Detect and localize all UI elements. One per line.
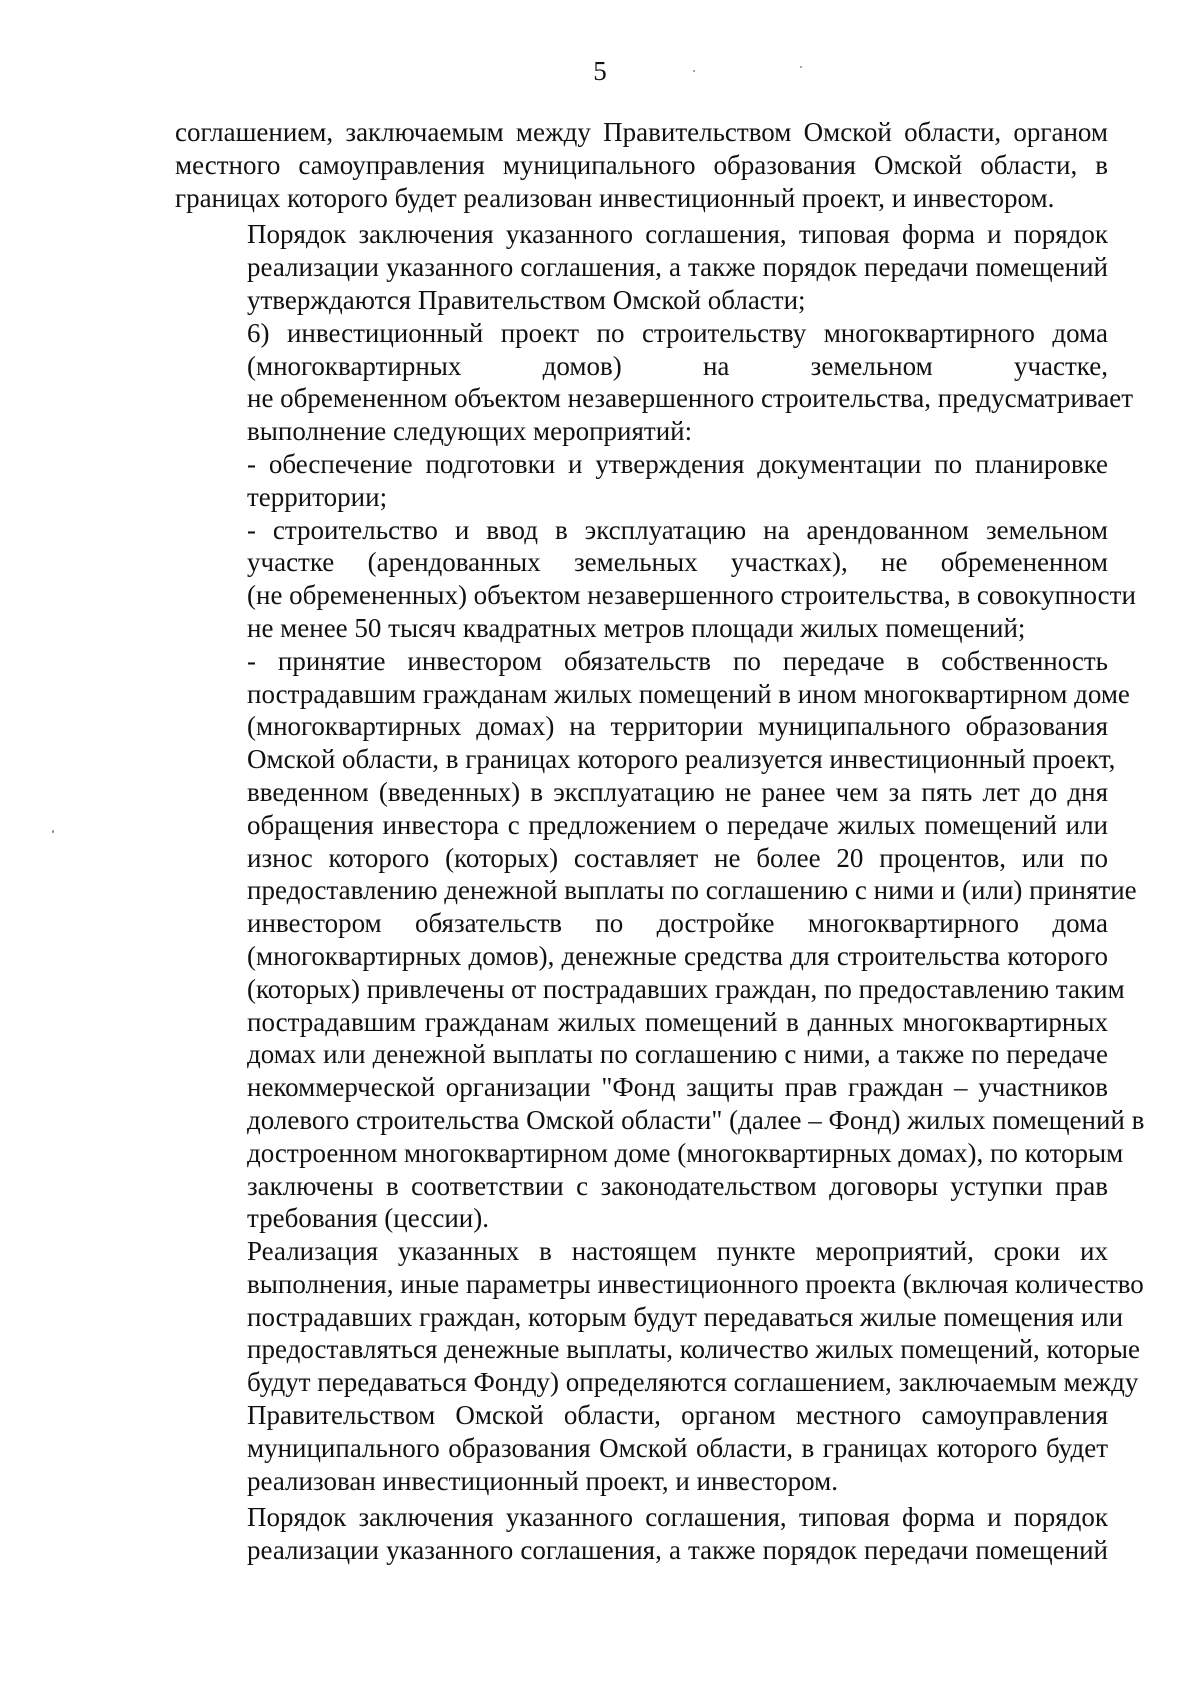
text-line: Омской области, в границах которого реализуется инвестиционный проект,: [247, 744, 1116, 775]
text-line: (которых) привлечены от пострадавших граждан, по предоставлению таким: [247, 973, 1125, 1004]
text-line: территории;: [247, 481, 388, 512]
text-line: выполнения, иные параметры инвестиционного проекта (включая количество: [247, 1268, 1144, 1299]
text-line: реализован инвестиционный проект, и инвестором.: [247, 1465, 838, 1496]
text-line: обращения инвестора с предложением о передаче жилых помещений или: [247, 809, 1108, 840]
text-line: Правительством Омской области, органом местного самоуправления: [247, 1400, 1108, 1431]
text-line: пострадавших граждан, которым будут передаваться жилые помещения или: [247, 1301, 1124, 1332]
text-line: муниципального образования Омской области, в границах которого будет: [247, 1432, 1108, 1463]
text-line: не менее 50 тысяч квадратных метров площади жилых помещений;: [247, 612, 1026, 643]
text-line: инвестором обязательств по достройке многоквартирного дома: [247, 908, 1108, 939]
text-line: износ которого (которых) составляет не более 20 процентов, или по: [247, 842, 1108, 873]
text-line: некоммерческой организации "Фонд защиты прав граждан – участников: [247, 1072, 1108, 1103]
text-line: Реализация указанных в настоящем пункте мероприятий, сроки их: [247, 1236, 1108, 1267]
paragraph-2: [175, 218, 1108, 316]
text-line: выполнение следующих мероприятий:: [247, 416, 693, 447]
text-line: - принятие инвестором обязательств по передаче в собственность: [247, 645, 1108, 676]
text-line: границах которого будет реализован инвестиционный проект, и инвестором.: [175, 182, 1055, 213]
text-line: участке (арендованных земельных участках), не обремененном: [247, 547, 1108, 578]
paragraph-3: [175, 317, 1133, 448]
text-line: будут передаваться Фонду) определяются соглашением, заключаемым между: [247, 1367, 1139, 1398]
paragraph-7: [175, 1235, 1144, 1497]
page-number: 5: [593, 56, 607, 86]
document-body: [175, 116, 1145, 1567]
text-line: 6) инвестиционный проект по строительству многоквартирного дома: [247, 317, 1108, 348]
text-line: - обеспечение подготовки и утверждения документации по планировке: [247, 448, 1108, 479]
text-line: введенном (введенных) в эксплуатацию не ранее чем за пять лет до дня: [247, 776, 1108, 807]
paragraph-5: [175, 514, 1136, 645]
text-line: местного самоуправления муниципального образования Омской области, в: [175, 149, 1108, 180]
text-line: утверждаются Правительством Омской области;: [247, 284, 806, 315]
text-line: предоставляться денежные выплаты, количество жилых помещений, которые: [247, 1334, 1141, 1365]
text-line: требования (цессии).: [247, 1203, 489, 1234]
paragraph-4: [175, 448, 1108, 514]
text-line: заключены в соответствии с законодательством договоры уступки прав: [247, 1170, 1108, 1201]
text-line: реализации указанного соглашения, а также порядок передачи помещений: [247, 1535, 1108, 1566]
scan-speck: [52, 830, 54, 833]
text-line: домах или денежной выплаты по соглашению с ними, а также по передаче: [247, 1039, 1108, 1070]
text-line: пострадавшим гражданам жилых помещений в данных многоквартирных: [247, 1006, 1108, 1037]
text-line: - строительство и ввод в эксплуатацию на арендованном земельном: [247, 514, 1108, 545]
paragraph-8: [175, 1501, 1108, 1567]
text-line: пострадавшим гражданам жилых помещений в ином многоквартирном доме: [247, 678, 1130, 709]
text-line: долевого строительства Омской области" (далее – Фонд) жилых помещений в: [247, 1104, 1145, 1135]
text-line: (не обремененных) объектом незавершенного строительства, в совокупности: [247, 580, 1136, 611]
scan-speck: [693, 70, 695, 72]
text-line: (многоквартирных домах) на территории муниципального образования: [247, 711, 1108, 742]
text-line: не обремененном объектом незавершенного строительства, предусматривает: [247, 383, 1133, 414]
text-line: (многоквартирных домов), денежные средства для строительства которого: [247, 940, 1108, 971]
text-line: предоставлению денежной выплаты по соглашению с ними и (или) принятие: [247, 875, 1137, 906]
text-line: реализации указанного соглашения, а также порядок передачи помещений: [247, 252, 1108, 283]
text-line: достроенном многоквартирном доме (многоквартирных домах), по которым: [247, 1137, 1124, 1168]
paragraph-1: [175, 116, 1108, 214]
paragraph-6: [175, 645, 1145, 1235]
scan-speck: [800, 66, 802, 68]
text-line: Порядок заключения указанного соглашения, типовая форма и порядок: [247, 219, 1108, 250]
text-line: (многоквартирных домов) на земельном участке,: [247, 350, 1108, 381]
text-line: соглашением, заключаемым между Правительством Омской области, органом: [175, 117, 1108, 147]
text-line: Порядок заключения указанного соглашения, типовая форма и порядок: [247, 1502, 1108, 1533]
